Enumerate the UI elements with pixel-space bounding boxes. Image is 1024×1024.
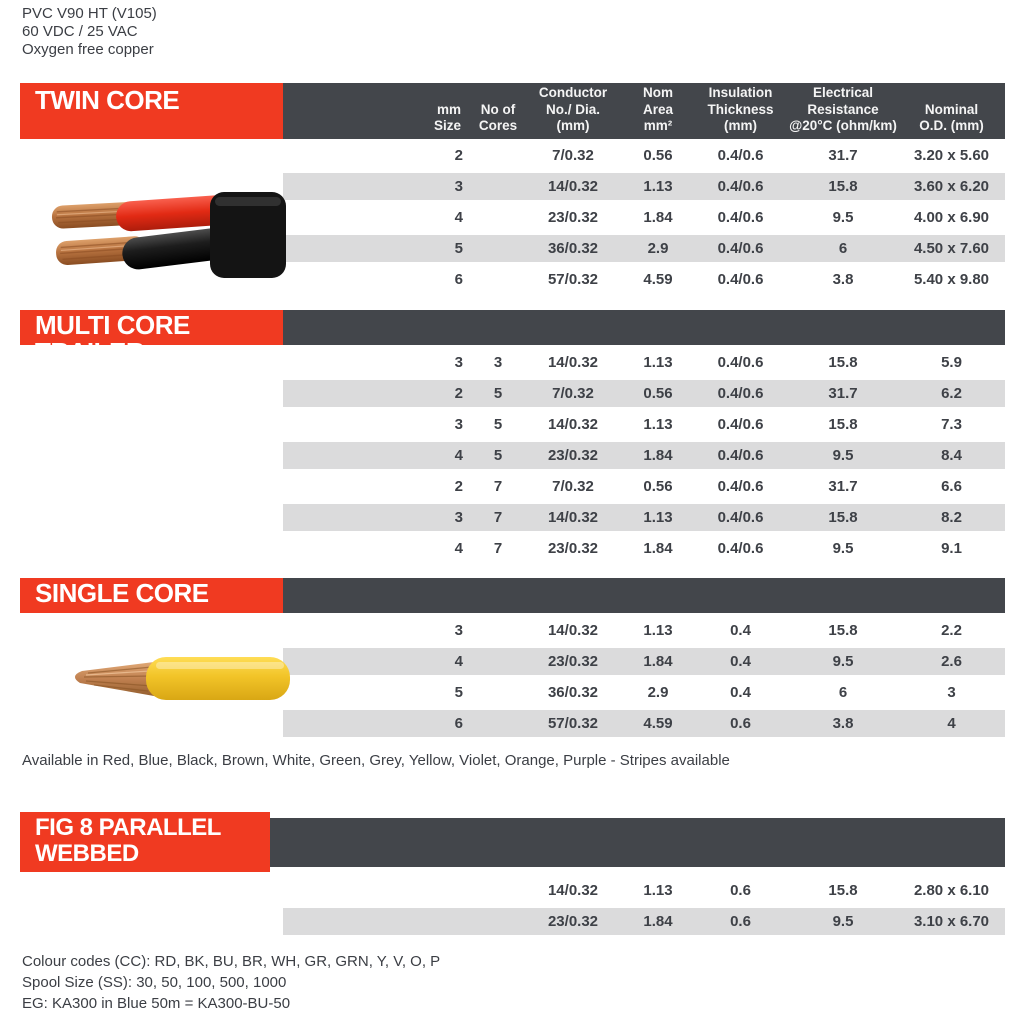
table-cell: 2.2 [941, 622, 962, 639]
table-cell: 9.1 [941, 540, 962, 557]
table-cell [473, 677, 523, 708]
table-cell: 2.80 x 6.10 [913, 882, 990, 899]
table-cell: 0.4/0.6 [717, 209, 764, 226]
table-cell: 7/0.32 [552, 147, 594, 164]
table-cell: 23/0.32 [547, 447, 599, 464]
single-core-table [283, 615, 1005, 739]
table-cell: 2.9 [647, 684, 669, 701]
table-cell: 14/0.32 [547, 622, 599, 639]
table-cell [473, 140, 523, 171]
table-cell [473, 875, 523, 906]
table-cell: 1.13 [643, 178, 673, 195]
section-header-single-core [20, 578, 1005, 613]
table-cell: 7.3 [941, 416, 962, 433]
header-line: (mm) [556, 117, 590, 133]
header-line: Nominal [924, 101, 979, 117]
twin-core-cable-photo [10, 186, 286, 294]
table-row [283, 615, 1005, 646]
table-row [283, 875, 1005, 906]
table-cell: 3.8 [832, 715, 854, 732]
table-cell: 1.84 [643, 209, 673, 226]
header-line: Electrical [812, 85, 874, 101]
section-title-block [20, 310, 283, 368]
table-cell: 7/0.32 [552, 385, 594, 402]
header-band-fill [283, 310, 1005, 345]
section-title: TWIN CORE [35, 85, 180, 115]
table-cell: 14/0.32 [547, 416, 599, 433]
table-cell [473, 264, 523, 295]
table-cell: 15.8 [828, 509, 858, 526]
table-cell: 4.50 x 7.60 [913, 240, 990, 257]
table-cell [473, 906, 523, 937]
table-cell: 0.4/0.6 [717, 478, 764, 495]
insulation-highlight [156, 662, 284, 669]
table-cell: 3 [454, 416, 463, 433]
table-cell: 14/0.32 [547, 354, 599, 371]
table-cell: 31.7 [828, 385, 858, 402]
header-band-fill [270, 818, 1005, 867]
table-column-headers [283, 83, 1005, 139]
table-cell: 3.8 [832, 271, 854, 288]
table-cell: 4 [454, 447, 463, 464]
table-cell: 3 [454, 622, 463, 639]
section-header-fig8-parallel-webbed [20, 812, 1005, 872]
table-cell: 0.56 [643, 478, 673, 495]
table-cell: 3 [454, 178, 463, 195]
table-cell: 0.4/0.6 [717, 447, 764, 464]
table-cell [473, 646, 523, 677]
table-row [283, 502, 1005, 533]
table-cell: 23/0.32 [547, 540, 599, 557]
table-row [283, 347, 1005, 378]
table-cell: 3 [454, 509, 463, 526]
table-cell: 4 [454, 653, 463, 670]
table-cell: 36/0.32 [547, 240, 599, 257]
table-row [283, 264, 1005, 295]
spool-size-line: Spool Size (SS): 30, 50, 100, 500, 1000 [22, 974, 287, 991]
section-title-block [20, 578, 283, 613]
table-cell: 0.6 [730, 715, 751, 732]
header-line: Thickness [707, 101, 774, 117]
table-row [283, 140, 1005, 171]
table-cell: 14/0.32 [547, 882, 599, 899]
section-title: MULTI CORE TRAILER [35, 310, 190, 368]
table-cell: 31.7 [828, 478, 858, 495]
header-line: Area [642, 101, 674, 117]
table-cell: 4.59 [643, 271, 673, 288]
table-cell: 3 [493, 354, 503, 371]
table-row [283, 233, 1005, 264]
colour-codes-line: Colour codes (CC): RD, BK, BU, BR, WH, GR, GRN, Y, V, O, P [22, 953, 441, 970]
table-cell: 3 [454, 354, 463, 371]
table-cell: 0.56 [643, 147, 673, 164]
section-title-block [20, 83, 283, 139]
table-cell: 2.6 [941, 653, 962, 670]
table-cell: 9.5 [832, 209, 854, 226]
header-line: @20°C (ohm/km) [789, 117, 897, 133]
table-cell: 36/0.32 [547, 684, 599, 701]
single-core-cable-photo [36, 638, 290, 718]
table-cell: 2.9 [647, 240, 669, 257]
table-cell: 3.60 x 6.20 [913, 178, 990, 195]
table-cell: 9.5 [832, 653, 854, 670]
table-cell: 0.4/0.6 [717, 385, 764, 402]
colour-availability-note: Available in Red, Blue, Black, Brown, White, Green, Grey, Yellow, Violet, Orange, Purple - Stripes available [22, 752, 730, 769]
table-cell [473, 202, 523, 233]
table-cell: 5 [493, 385, 503, 402]
table-cell: 6.6 [941, 478, 962, 495]
table-cell: 0.4/0.6 [717, 147, 764, 164]
product-specs [22, 5, 157, 59]
header-line: Cores [478, 117, 518, 133]
table-cell: 14/0.32 [547, 509, 599, 526]
table-cell: 9.5 [832, 540, 854, 557]
table-cell: 1.13 [643, 509, 673, 526]
table-cell: 0.4/0.6 [717, 178, 764, 195]
table-cell: 8.4 [941, 447, 962, 464]
table-cell: 4.00 x 6.90 [913, 209, 990, 226]
table-cell: 3.10 x 6.70 [913, 913, 990, 930]
column-header-no-of-cores [473, 83, 523, 139]
table-cell: 2 [454, 478, 463, 495]
table-cell [473, 171, 523, 202]
table-cell: 1.84 [643, 447, 673, 464]
header-line: (mm) [724, 117, 757, 133]
column-header-insulation [693, 83, 788, 139]
header-line: Nom [643, 85, 673, 101]
table-cell: 15.8 [828, 354, 858, 371]
table-cell: 5 [493, 416, 503, 433]
table-cell: 1.13 [643, 882, 673, 899]
table-cell [473, 615, 523, 646]
table-cell: 0.4/0.6 [717, 509, 764, 526]
table-row [283, 646, 1005, 677]
table-cell: 2 [454, 385, 463, 402]
fig8-table [283, 875, 1005, 937]
table-cell: 6 [454, 271, 463, 288]
table-cell: 7 [493, 540, 503, 557]
header-line: mm² [643, 117, 673, 133]
section-title-line: WEBBED [35, 840, 139, 867]
table-cell: 31.7 [828, 147, 858, 164]
example-code-line: EG: KA300 in Blue 50m = KA300-BU-50 [22, 995, 291, 1012]
table-cell: 6 [838, 684, 848, 701]
section-title-line: FIG 8 PARALLEL [35, 814, 221, 841]
table-cell: 5 [454, 684, 463, 701]
sheath-highlight [215, 197, 281, 206]
column-header-conductor [523, 83, 623, 139]
table-cell: 5 [454, 240, 463, 257]
table-cell: 0.4 [730, 653, 751, 670]
table-cell: 1.84 [643, 653, 673, 670]
table-cell: 7 [493, 509, 503, 526]
table-cell [473, 233, 523, 264]
table-cell: 5.40 x 9.80 [913, 271, 990, 288]
header-line: O.D. (mm) [919, 117, 984, 133]
column-header-grid [283, 83, 1005, 139]
table-cell [473, 708, 523, 739]
table-cell: 1.13 [643, 354, 673, 371]
table-row [283, 677, 1005, 708]
table-cell: 23/0.32 [547, 209, 599, 226]
table-cell: 6 [454, 715, 463, 732]
table-row [283, 440, 1005, 471]
table-cell: 15.8 [828, 882, 858, 899]
twin-core-table [283, 140, 1005, 295]
table-row [283, 708, 1005, 739]
table-cell: 0.4/0.6 [717, 354, 764, 371]
table-cell: 6 [838, 240, 848, 257]
header-band-fill [283, 578, 1005, 613]
spec-line-material: PVC V90 HT (V105) [22, 5, 157, 22]
table-cell: 15.8 [828, 622, 858, 639]
table-cell: 5.9 [941, 354, 962, 371]
column-header-nominal-od [898, 83, 1005, 139]
table-cell: 9.5 [832, 447, 854, 464]
table-cell: 8.2 [941, 509, 962, 526]
table-cell: 3 [947, 684, 956, 701]
table-cell: 4 [454, 540, 463, 557]
table-cell: 23/0.32 [547, 913, 599, 930]
table-cell: 0.6 [730, 913, 751, 930]
spec-line-copper: Oxygen free copper [22, 41, 154, 58]
table-cell [283, 906, 473, 937]
table-cell: 1.13 [643, 622, 673, 639]
table-cell: 6.2 [941, 385, 962, 402]
column-header-nom-area [623, 83, 693, 139]
table-cell: 5 [493, 447, 503, 464]
table-cell: 15.8 [828, 178, 858, 195]
header-line: Resistance [807, 101, 879, 117]
table-cell [283, 875, 473, 906]
table-cell: 57/0.32 [547, 715, 599, 732]
table-row [283, 378, 1005, 409]
table-cell: 0.4/0.6 [717, 240, 764, 257]
header-line: Size [433, 117, 461, 133]
section-header-twin-core [20, 83, 1005, 139]
header-line: No./ Dia. [545, 101, 600, 117]
table-cell: 4.59 [643, 715, 673, 732]
table-cell: 14/0.32 [547, 178, 599, 195]
table-cell: 2 [454, 147, 463, 164]
table-cell: 15.8 [828, 416, 858, 433]
column-header-mm-size [283, 83, 473, 139]
table-cell: 4 [947, 715, 956, 732]
table-row [283, 409, 1005, 440]
table-cell: 7 [493, 478, 503, 495]
header-line: Conductor [538, 85, 608, 101]
header-line: mm [436, 101, 461, 117]
table-cell: 0.4 [730, 622, 751, 639]
table-cell: 1.84 [643, 913, 673, 930]
table-cell: 0.4/0.6 [717, 416, 764, 433]
table-cell: 0.4/0.6 [717, 271, 764, 288]
table-cell: 0.4/0.6 [717, 540, 764, 557]
table-cell: 1.13 [643, 416, 673, 433]
table-cell: 0.6 [730, 882, 751, 899]
header-line: Insulation [708, 85, 773, 101]
table-row [283, 906, 1005, 937]
table-cell: 9.5 [832, 913, 854, 930]
table-row [283, 171, 1005, 202]
table-cell: 3.20 x 5.60 [913, 147, 990, 164]
table-cell: 7/0.32 [552, 478, 594, 495]
section-title-block [20, 812, 270, 872]
header-line: No of [480, 101, 516, 117]
section-title: SINGLE CORE [35, 578, 209, 608]
multi-core-trailer-table [283, 347, 1005, 564]
table-cell: 0.56 [643, 385, 673, 402]
table-row [283, 471, 1005, 502]
table-row [283, 202, 1005, 233]
ordering-notes [22, 951, 440, 1014]
table-cell: 0.4 [730, 684, 751, 701]
spec-line-voltage: 60 VDC / 25 VAC [22, 23, 138, 40]
table-cell: 57/0.32 [547, 271, 599, 288]
table-cell: 23/0.32 [547, 653, 599, 670]
column-header-resistance [788, 83, 898, 139]
table-row [283, 533, 1005, 564]
table-cell: 1.84 [643, 540, 673, 557]
table-cell: 4 [454, 209, 463, 226]
